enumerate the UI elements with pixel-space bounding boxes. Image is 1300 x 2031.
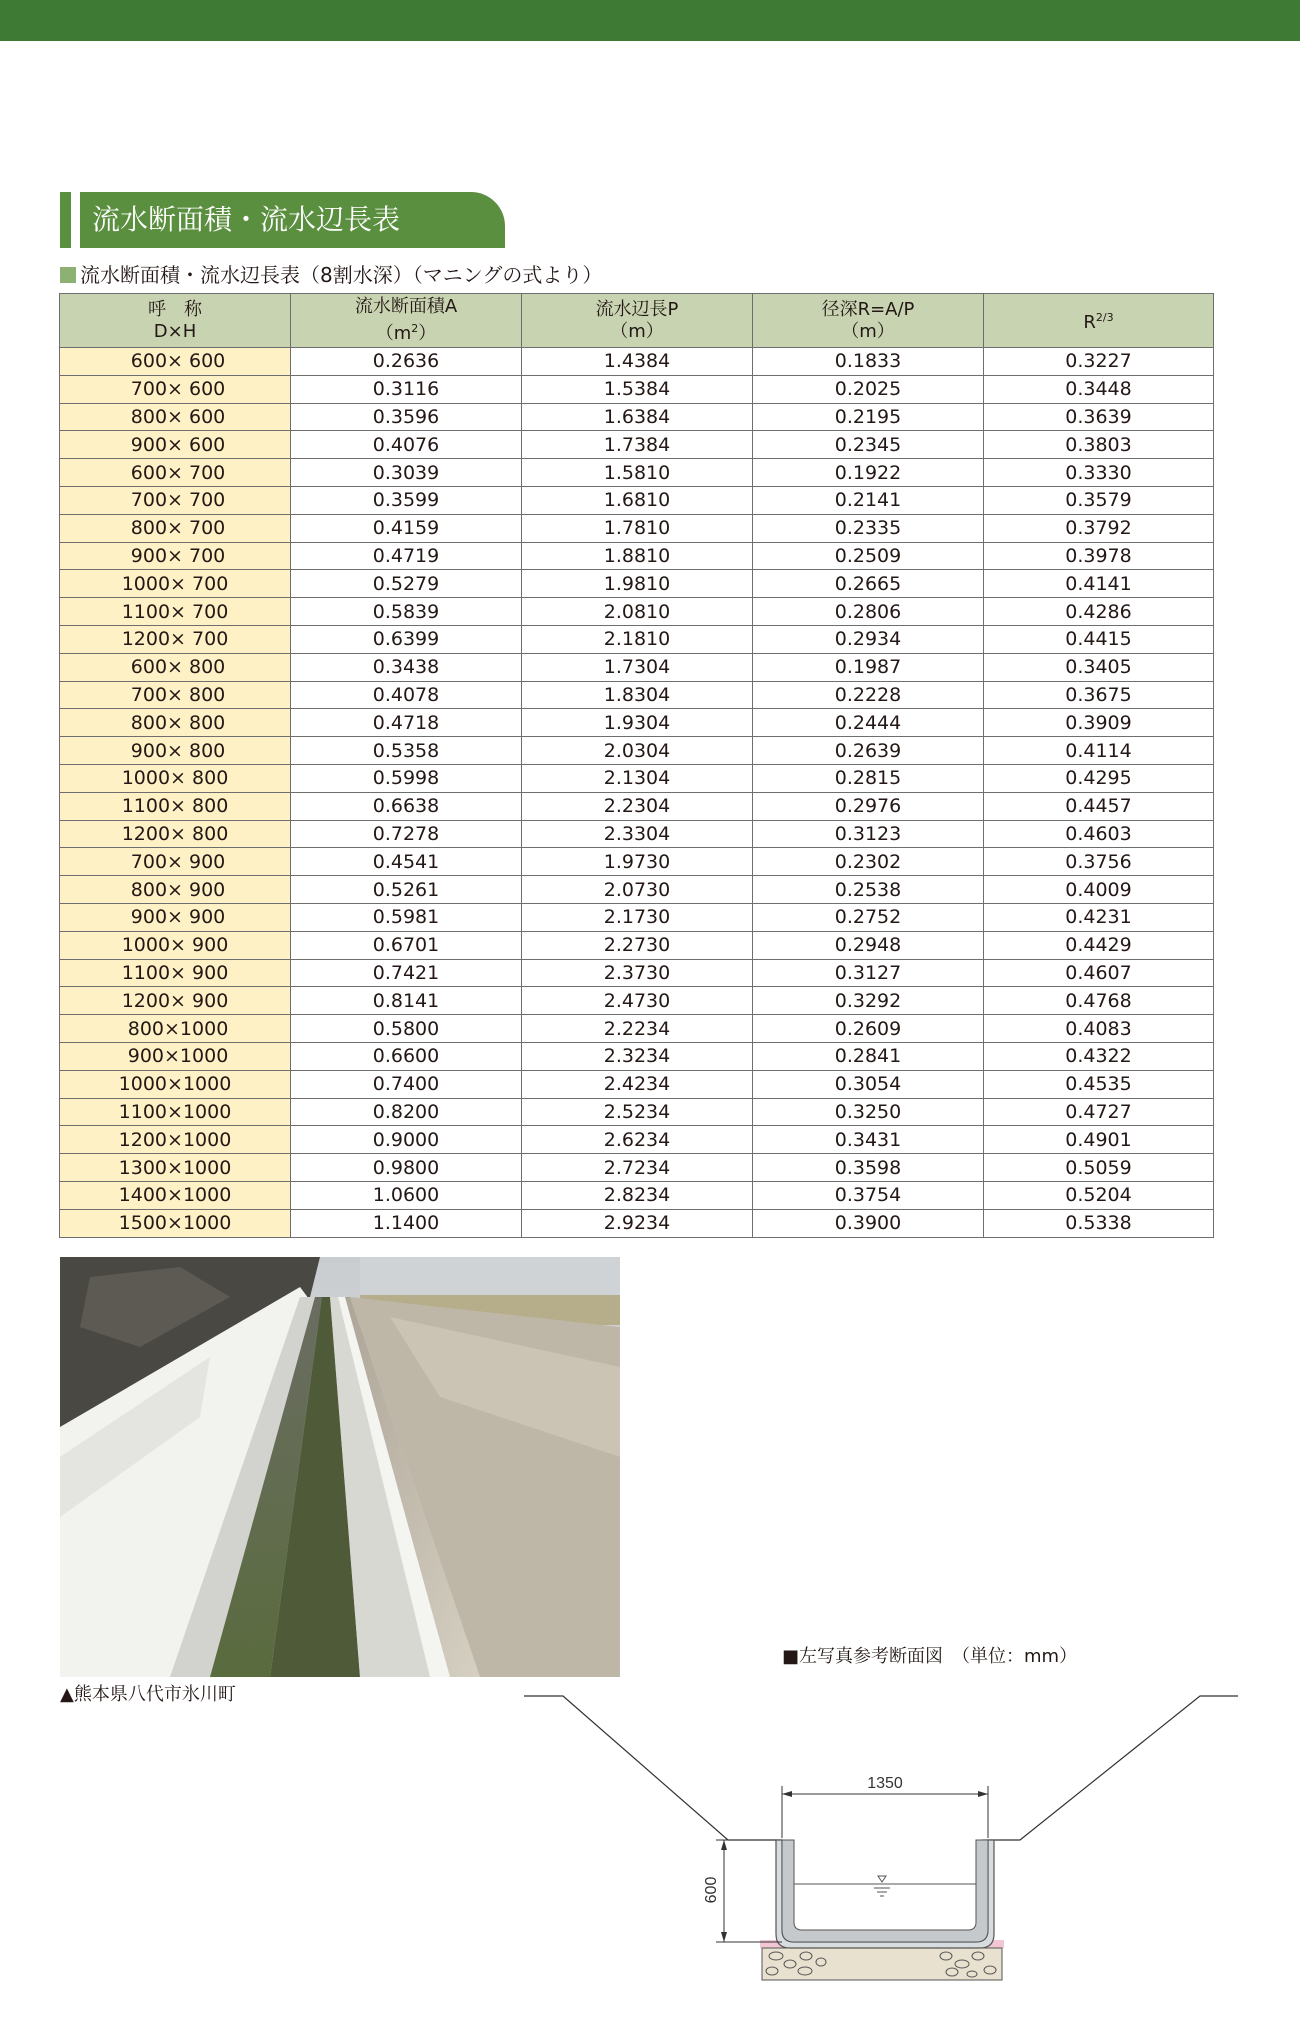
cross-section-diagram (520, 1690, 1240, 1990)
cell-hydraulic-radius: 0.2195 (753, 403, 984, 431)
cell-flow-area: 0.8141 (291, 987, 522, 1015)
header-perimeter (522, 294, 753, 348)
cell-flow-area: 0.4541 (291, 848, 522, 876)
cell-hydraulic-radius: 0.2609 (753, 1015, 984, 1043)
cell-hydraulic-radius: 0.2538 (753, 876, 984, 904)
cell-nominal-size: 700× 800 (60, 681, 291, 709)
cell-r-two-thirds: 0.4009 (984, 876, 1214, 904)
gravel-layer (762, 1948, 1002, 1980)
cell-nominal-size: 1200× 900 (60, 987, 291, 1015)
cell-wetted-perimeter: 1.9304 (522, 709, 753, 737)
cell-wetted-perimeter: 2.2730 (522, 931, 753, 959)
table-header-row (60, 294, 1214, 348)
header-area-line2 (291, 318, 521, 345)
cell-wetted-perimeter: 2.7234 (522, 1154, 753, 1182)
cell-flow-area: 0.5800 (291, 1015, 522, 1043)
photo-caption: ▲熊本県八代市氷川町 (60, 1684, 236, 1705)
cell-flow-area: 0.9800 (291, 1154, 522, 1182)
cell-wetted-perimeter: 2.3304 (522, 820, 753, 848)
cell-r-two-thirds: 0.4322 (984, 1042, 1214, 1070)
table-row (60, 514, 1214, 542)
cell-wetted-perimeter: 1.7810 (522, 514, 753, 542)
cell-wetted-perimeter: 1.5384 (522, 375, 753, 403)
cell-flow-area: 0.3599 (291, 486, 522, 514)
header-area-unit-pre: （m (375, 323, 412, 344)
cell-nominal-size: 900×1000 (60, 1042, 291, 1070)
cell-nominal-size: 1200×1000 (60, 1126, 291, 1154)
cross-section-svg (520, 1690, 1240, 1990)
cell-hydraulic-radius: 0.2141 (753, 486, 984, 514)
table-row (60, 903, 1214, 931)
table-row (60, 570, 1214, 598)
table-row (60, 709, 1214, 737)
table-row (60, 681, 1214, 709)
cell-flow-area: 0.5998 (291, 764, 522, 792)
cell-nominal-size: 800× 700 (60, 514, 291, 542)
header-r-two-thirds (984, 294, 1214, 348)
header-name-line1: 呼 称 (148, 298, 202, 320)
cell-hydraulic-radius: 0.2228 (753, 681, 984, 709)
header-area-line1: 流水断面積A (354, 296, 458, 317)
canal-photo (60, 1257, 620, 1677)
table-subtitle (60, 262, 602, 288)
left-slope-line (524, 1696, 782, 1840)
cell-r-two-thirds: 0.5204 (984, 1181, 1214, 1209)
cell-nominal-size: 800× 800 (60, 709, 291, 737)
table-row (60, 1209, 1214, 1237)
cell-r-two-thirds: 0.4901 (984, 1126, 1214, 1154)
cell-r-two-thirds: 0.3792 (984, 514, 1214, 542)
cell-flow-area: 0.3039 (291, 459, 522, 487)
table-row (60, 959, 1214, 987)
header-r-sup: 2/3 (1095, 311, 1114, 324)
cell-flow-area: 0.5279 (291, 570, 522, 598)
table-row (60, 1098, 1214, 1126)
table-row (60, 459, 1214, 487)
top-banner (0, 0, 1300, 41)
table-row (60, 598, 1214, 626)
cell-hydraulic-radius: 0.3431 (753, 1126, 984, 1154)
cell-wetted-perimeter: 1.7384 (522, 431, 753, 459)
table-row (60, 1181, 1214, 1209)
table-row (60, 987, 1214, 1015)
cell-flow-area: 0.9000 (291, 1126, 522, 1154)
cell-wetted-perimeter: 2.0304 (522, 737, 753, 765)
cell-nominal-size: 800× 600 (60, 403, 291, 431)
u-channel-wall (782, 1840, 988, 1942)
table-row (60, 820, 1214, 848)
cell-hydraulic-radius: 0.2934 (753, 625, 984, 653)
cell-nominal-size: 800× 900 (60, 876, 291, 904)
header-area-unit-sup: 2 (411, 322, 419, 335)
cell-nominal-size: 900× 700 (60, 542, 291, 570)
flow-table (59, 293, 1214, 1238)
cell-wetted-perimeter: 1.7304 (522, 653, 753, 681)
cell-flow-area: 0.5839 (291, 598, 522, 626)
cell-flow-area: 0.3596 (291, 403, 522, 431)
cell-flow-area: 0.6701 (291, 931, 522, 959)
cell-wetted-perimeter: 1.8304 (522, 681, 753, 709)
water-level-icon (874, 1876, 890, 1896)
table-subtitle-text: 流水断面積・流水辺長表（8割水深）（マニングの式より） (80, 263, 603, 287)
cell-r-two-thirds: 0.4535 (984, 1070, 1214, 1098)
cell-wetted-perimeter: 2.4730 (522, 987, 753, 1015)
cell-hydraulic-radius: 0.2335 (753, 514, 984, 542)
section-heading (60, 192, 505, 248)
header-name-line2: D×H (153, 320, 197, 342)
table-row (60, 653, 1214, 681)
cell-r-two-thirds: 0.3675 (984, 681, 1214, 709)
cell-wetted-perimeter: 2.4234 (522, 1070, 753, 1098)
cell-hydraulic-radius: 0.2345 (753, 431, 984, 459)
cell-flow-area: 1.1400 (291, 1209, 522, 1237)
cell-nominal-size: 600× 600 (60, 348, 291, 376)
cell-r-two-thirds: 0.4114 (984, 737, 1214, 765)
cell-r-two-thirds: 0.4607 (984, 959, 1214, 987)
cell-nominal-size: 1000×1000 (60, 1070, 291, 1098)
table-row (60, 486, 1214, 514)
cell-r-two-thirds: 0.4429 (984, 931, 1214, 959)
cell-flow-area: 0.8200 (291, 1098, 522, 1126)
cell-hydraulic-radius: 0.1833 (753, 348, 984, 376)
cell-wetted-perimeter: 2.0730 (522, 876, 753, 904)
cell-wetted-perimeter: 1.9810 (522, 570, 753, 598)
heading-accent-bar (60, 192, 71, 248)
cell-nominal-size: 900× 900 (60, 903, 291, 931)
height-arrow-bottom-icon (721, 1932, 727, 1942)
table-row (60, 876, 1214, 904)
cell-r-two-thirds: 0.4295 (984, 764, 1214, 792)
cell-r-two-thirds: 0.3448 (984, 375, 1214, 403)
cell-r-two-thirds: 0.4603 (984, 820, 1214, 848)
cell-nominal-size: 1100× 700 (60, 598, 291, 626)
cell-r-two-thirds: 0.3330 (984, 459, 1214, 487)
cell-r-two-thirds: 0.3579 (984, 486, 1214, 514)
header-radius-line1: 径深R=A/P (821, 298, 915, 320)
header-area (291, 294, 522, 348)
cell-hydraulic-radius: 0.3900 (753, 1209, 984, 1237)
cell-r-two-thirds: 0.4231 (984, 903, 1214, 931)
table-row (60, 1070, 1214, 1098)
cell-wetted-perimeter: 2.3234 (522, 1042, 753, 1070)
cell-nominal-size: 900× 800 (60, 737, 291, 765)
cell-nominal-size: 1100×1000 (60, 1098, 291, 1126)
cell-r-two-thirds: 0.3803 (984, 431, 1214, 459)
cell-hydraulic-radius: 0.2806 (753, 598, 984, 626)
table-row (60, 375, 1214, 403)
cell-flow-area: 1.0600 (291, 1181, 522, 1209)
cell-wetted-perimeter: 2.2304 (522, 792, 753, 820)
cell-nominal-size: 1500×1000 (60, 1209, 291, 1237)
cell-hydraulic-radius: 0.2025 (753, 375, 984, 403)
cell-nominal-size: 700× 900 (60, 848, 291, 876)
header-r-base: R (1083, 312, 1096, 333)
cell-r-two-thirds: 0.4727 (984, 1098, 1214, 1126)
cell-r-two-thirds: 0.5059 (984, 1154, 1214, 1182)
cell-nominal-size: 600× 700 (60, 459, 291, 487)
header-radius-line2: （m） (841, 320, 895, 342)
cell-flow-area: 0.4719 (291, 542, 522, 570)
width-label: 1350 (867, 1775, 903, 1792)
cell-hydraulic-radius: 0.3127 (753, 959, 984, 987)
cell-hydraulic-radius: 0.2841 (753, 1042, 984, 1070)
cell-r-two-thirds: 0.4768 (984, 987, 1214, 1015)
cell-flow-area: 0.7278 (291, 820, 522, 848)
table-row (60, 1015, 1214, 1043)
cell-hydraulic-radius: 0.3054 (753, 1070, 984, 1098)
cell-wetted-perimeter: 2.0810 (522, 598, 753, 626)
cell-hydraulic-radius: 0.3250 (753, 1098, 984, 1126)
cell-nominal-size: 1300×1000 (60, 1154, 291, 1182)
cell-nominal-size: 900× 600 (60, 431, 291, 459)
diagram-title: ■左写真参考断面図 （単位：mm） (782, 1646, 1078, 1667)
cell-hydraulic-radius: 0.3123 (753, 820, 984, 848)
cell-wetted-perimeter: 1.6810 (522, 486, 753, 514)
table-row (60, 542, 1214, 570)
cell-wetted-perimeter: 1.4384 (522, 348, 753, 376)
cell-flow-area: 0.3116 (291, 375, 522, 403)
cell-nominal-size: 1200× 800 (60, 820, 291, 848)
cell-flow-area: 0.7421 (291, 959, 522, 987)
canal-photo-image (60, 1257, 620, 1677)
cell-r-two-thirds: 0.4457 (984, 792, 1214, 820)
cell-nominal-size: 1200× 700 (60, 625, 291, 653)
cell-hydraulic-radius: 0.2976 (753, 792, 984, 820)
cell-wetted-perimeter: 2.5234 (522, 1098, 753, 1126)
height-arrow-top-icon (721, 1840, 727, 1850)
cell-wetted-perimeter: 1.5810 (522, 459, 753, 487)
cell-nominal-size: 700× 600 (60, 375, 291, 403)
cell-wetted-perimeter: 2.1304 (522, 764, 753, 792)
cell-nominal-size: 800×1000 (60, 1015, 291, 1043)
table-row (60, 1042, 1214, 1070)
cell-wetted-perimeter: 2.6234 (522, 1126, 753, 1154)
cell-r-two-thirds: 0.3756 (984, 848, 1214, 876)
header-perimeter-line2: （m） (610, 320, 664, 342)
header-name (60, 294, 291, 348)
square-bullet-icon (60, 267, 76, 283)
table-row (60, 348, 1214, 376)
section-title: 流水断面積・流水辺長表 (80, 192, 505, 248)
cell-r-two-thirds: 0.5338 (984, 1209, 1214, 1237)
cell-nominal-size: 1100× 900 (60, 959, 291, 987)
table-row (60, 931, 1214, 959)
cell-hydraulic-radius: 0.2639 (753, 737, 984, 765)
table-row (60, 737, 1214, 765)
cell-nominal-size: 700× 700 (60, 486, 291, 514)
cell-flow-area: 0.5981 (291, 903, 522, 931)
cell-r-two-thirds: 0.4083 (984, 1015, 1214, 1043)
cell-r-two-thirds: 0.4141 (984, 570, 1214, 598)
cell-flow-area: 0.6399 (291, 625, 522, 653)
cell-nominal-size: 1000× 900 (60, 931, 291, 959)
cell-flow-area: 0.3438 (291, 653, 522, 681)
cell-flow-area: 0.6638 (291, 792, 522, 820)
cell-flow-area: 0.4718 (291, 709, 522, 737)
cell-r-two-thirds: 0.4415 (984, 625, 1214, 653)
table-row (60, 431, 1214, 459)
table-row (60, 625, 1214, 653)
header-area-unit-post: ） (418, 323, 437, 344)
cell-hydraulic-radius: 0.2444 (753, 709, 984, 737)
cell-nominal-size: 1000× 800 (60, 764, 291, 792)
cell-wetted-perimeter: 2.3730 (522, 959, 753, 987)
cell-hydraulic-radius: 0.2815 (753, 764, 984, 792)
table-row (60, 403, 1214, 431)
cell-hydraulic-radius: 0.3754 (753, 1181, 984, 1209)
height-label: 600 (703, 1876, 720, 1904)
cell-hydraulic-radius: 0.2509 (753, 542, 984, 570)
cell-r-two-thirds: 0.4286 (984, 598, 1214, 626)
cell-wetted-perimeter: 2.1730 (522, 903, 753, 931)
cell-wetted-perimeter: 1.9730 (522, 848, 753, 876)
cell-hydraulic-radius: 0.2665 (753, 570, 984, 598)
cell-flow-area: 0.2636 (291, 348, 522, 376)
table-row (60, 764, 1214, 792)
cell-r-two-thirds: 0.3978 (984, 542, 1214, 570)
header-perimeter-line1: 流水辺長P (595, 298, 679, 320)
cell-flow-area: 0.4078 (291, 681, 522, 709)
cell-r-two-thirds: 0.3909 (984, 709, 1214, 737)
table-row (60, 792, 1214, 820)
width-arrow-right-icon (978, 1791, 988, 1797)
header-hydraulic-radius (753, 294, 984, 348)
cell-hydraulic-radius: 0.2752 (753, 903, 984, 931)
table-row (60, 1154, 1214, 1182)
cell-flow-area: 0.5261 (291, 876, 522, 904)
cell-flow-area: 0.5358 (291, 737, 522, 765)
cell-nominal-size: 1400×1000 (60, 1181, 291, 1209)
cell-nominal-size: 600× 800 (60, 653, 291, 681)
cell-flow-area: 0.4076 (291, 431, 522, 459)
cell-hydraulic-radius: 0.1987 (753, 653, 984, 681)
table-row (60, 848, 1214, 876)
cell-r-two-thirds: 0.3639 (984, 403, 1214, 431)
cell-wetted-perimeter: 2.8234 (522, 1181, 753, 1209)
cell-flow-area: 0.6600 (291, 1042, 522, 1070)
width-arrow-left-icon (782, 1791, 792, 1797)
cell-nominal-size: 1100× 800 (60, 792, 291, 820)
cell-hydraulic-radius: 0.3598 (753, 1154, 984, 1182)
cell-hydraulic-radius: 0.2302 (753, 848, 984, 876)
cell-flow-area: 0.7400 (291, 1070, 522, 1098)
cell-r-two-thirds: 0.3405 (984, 653, 1214, 681)
right-slope-line (982, 1696, 1238, 1840)
cell-hydraulic-radius: 0.3292 (753, 987, 984, 1015)
cell-wetted-perimeter: 1.8810 (522, 542, 753, 570)
table-row (60, 1126, 1214, 1154)
cell-wetted-perimeter: 2.9234 (522, 1209, 753, 1237)
cell-nominal-size: 1000× 700 (60, 570, 291, 598)
cell-r-two-thirds: 0.3227 (984, 348, 1214, 376)
cell-wetted-perimeter: 2.1810 (522, 625, 753, 653)
cell-hydraulic-radius: 0.1922 (753, 459, 984, 487)
cell-flow-area: 0.4159 (291, 514, 522, 542)
cell-wetted-perimeter: 1.6384 (522, 403, 753, 431)
cell-wetted-perimeter: 2.2234 (522, 1015, 753, 1043)
cell-hydraulic-radius: 0.2948 (753, 931, 984, 959)
